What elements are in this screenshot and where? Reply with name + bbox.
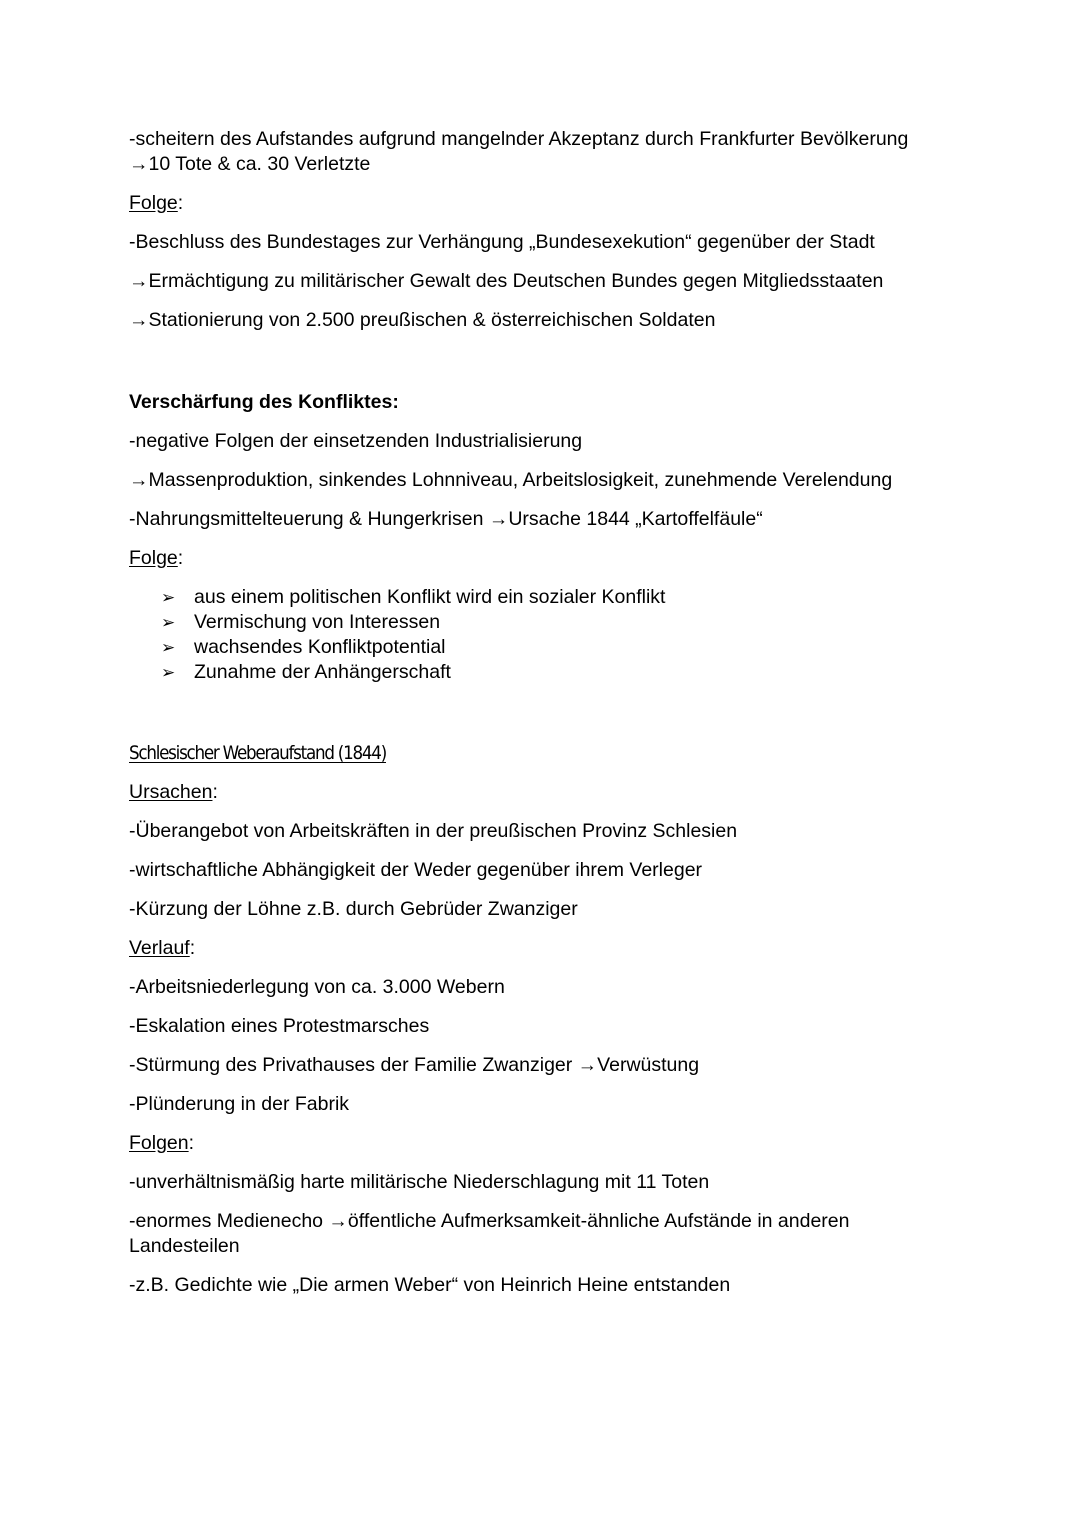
folgen-colon: :: [188, 1132, 195, 1154]
verlauf-item-1: -Arbeitsniederlegung von ca. 3.000 Webern: [129, 976, 505, 998]
section-heading-weberaufstand: [129, 741, 949, 766]
ursachen-heading: [129, 780, 949, 805]
ursachen-item-1: -Überangebot von Arbeitskräften in der preußischen Provinz Schlesien: [129, 820, 738, 842]
folgen-item-2: -enormes Medienecho →öffentliche Aufmerksamkeit-ähnliche Aufstände in anderen Landesteilen: [129, 1210, 850, 1257]
folgen-item-1: -unverhältnismäßig harte militärische Niederschlagung mit 11 Toten: [129, 1171, 710, 1193]
verlauf-item-3: -Stürmung des Privathauses der Familie Zwanziger →Verwüstung: [129, 1054, 700, 1076]
folge-heading-colon: :: [177, 192, 184, 214]
konflikt-item-2: →Massenproduktion, sinkendes Lohnniveau, Arbeitslosigkeit, zunehmende Verelendung: [129, 469, 893, 491]
folge-heading: [129, 191, 949, 216]
verlauf-item-4: -Plünderung in der Fabrik: [129, 1093, 350, 1115]
bullet-text: aus einem politischen Konflikt wird ein sozialer Konflikt: [194, 586, 666, 608]
folgen-item-3: -z.B. Gedichte wie „Die armen Weber“ von Heinrich Heine entstanden: [129, 1274, 731, 1296]
konflikt-folge-heading: [129, 546, 949, 571]
weberaufstand-title: Schlesischer Weberaufstand (1844): [129, 742, 387, 764]
bullet-item: [129, 635, 949, 660]
verlauf-colon: :: [189, 937, 196, 959]
intro-line-1: -scheitern des Aufstandes aufgrund mangelnder Akzeptanz durch Frankfurter Bevölkerung: [129, 128, 909, 150]
bullet-text: Vermischung von Interessen: [194, 611, 441, 633]
konflikt-item-1: -negative Folgen der einsetzenden Industrialisierung: [129, 430, 583, 452]
folge-heading-label: Folge: [129, 192, 178, 214]
ursachen-item-3: -Kürzung der Löhne z.B. durch Gebrüder Zwanziger: [129, 898, 578, 920]
bullet-item: [129, 610, 949, 635]
section-heading-verschaerfung: Verschärfung des Konfliktes:: [129, 391, 399, 413]
bullet-item: [129, 660, 949, 685]
verlauf-label: Verlauf: [129, 937, 190, 959]
notes-content: [129, 127, 949, 1298]
verlauf-item-2: -Eskalation eines Protestmarsches: [129, 1015, 430, 1037]
folge-item-3: →Stationierung von 2.500 preußischen & österreichischen Soldaten: [129, 309, 716, 331]
konflikt-item-3: -Nahrungsmittelteuerung & Hungerkrisen →Ursache 1844 „Kartoffelfäule“: [129, 508, 763, 530]
konflikt-bullet-list: [129, 585, 949, 685]
ursachen-item-2: -wirtschaftliche Abhängigkeit der Weder gegenüber ihrem Verleger: [129, 859, 703, 881]
folgen-heading: [129, 1131, 949, 1156]
ursachen-colon: :: [212, 781, 218, 803]
intro-line-2: →10 Tote & ca. 30 Verletzte: [129, 153, 371, 175]
bullet-item: [129, 585, 949, 610]
ursachen-label: Ursachen: [129, 781, 213, 803]
bullet-text: wachsendes Konfliktpotential: [194, 636, 446, 658]
folgen-label: Folgen: [129, 1132, 189, 1154]
konflikt-folge-colon: :: [177, 547, 184, 569]
arrow-bullet-icon: ➢: [161, 613, 176, 632]
arrow-bullet-icon: ➢: [161, 663, 176, 682]
konflikt-folge-label: Folge: [129, 547, 178, 569]
arrow-bullet-icon: ➢: [161, 588, 176, 607]
arrow-bullet-icon: ➢: [161, 638, 176, 657]
folge-item-2: →Ermächtigung zu militärischer Gewalt des Deutschen Bundes gegen Mitgliedsstaaten: [129, 270, 884, 292]
verlauf-heading: [129, 936, 949, 961]
bullet-text: Zunahme der Anhängerschaft: [194, 661, 451, 683]
folge-item-1: -Beschluss des Bundestages zur Verhängung „Bundesexekution“ gegenüber der Stadt: [129, 231, 875, 253]
